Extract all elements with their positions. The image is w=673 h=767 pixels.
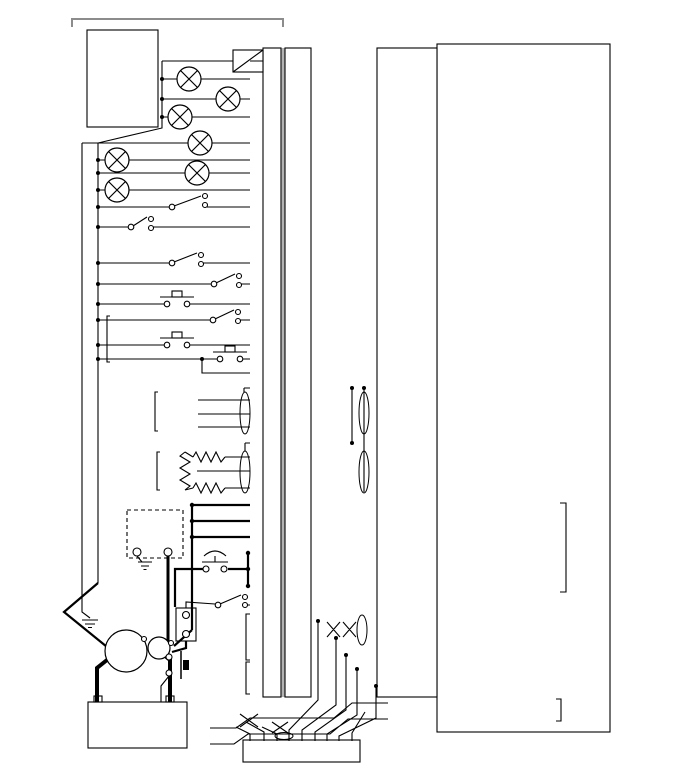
- starter-motor-icon: [105, 630, 170, 672]
- action-alert-lamp-icon: [216, 87, 240, 111]
- ecm-box: [437, 44, 610, 732]
- start-button-icon: [183, 660, 189, 670]
- battery-box: [88, 702, 187, 748]
- diagnostics-lamp-icon: [188, 131, 212, 155]
- switch-wires: [98, 207, 250, 373]
- p3-connector-box: [285, 48, 311, 697]
- switch-contact-icons: [128, 194, 247, 677]
- potentiometer-icon: [180, 452, 250, 493]
- fault-reset-button-icon: [172, 291, 182, 297]
- emergency-stop-icon: [202, 551, 228, 562]
- warning-lamp-icon: [168, 105, 192, 129]
- lower-speed-button-icon: [172, 332, 182, 338]
- alternator-pos-wire: [163, 556, 168, 645]
- j3-connector-box: [263, 48, 281, 697]
- pushbutton-bars: [160, 297, 247, 352]
- notes-text: [90, 33, 156, 87]
- low-oil-lamp-icon: [105, 148, 129, 172]
- raise-speed-button-icon: [225, 346, 235, 352]
- oem-bracket: [72, 19, 283, 27]
- overspeed-lamp-icon: [105, 178, 129, 202]
- pwm-wires: [197, 400, 250, 471]
- shutdown-lamp-icon: [177, 67, 201, 91]
- p1-j1-connector-box: [377, 48, 437, 697]
- nine-pin-connector-box: [243, 740, 360, 762]
- high-coolant-lamp-icon: [185, 161, 209, 185]
